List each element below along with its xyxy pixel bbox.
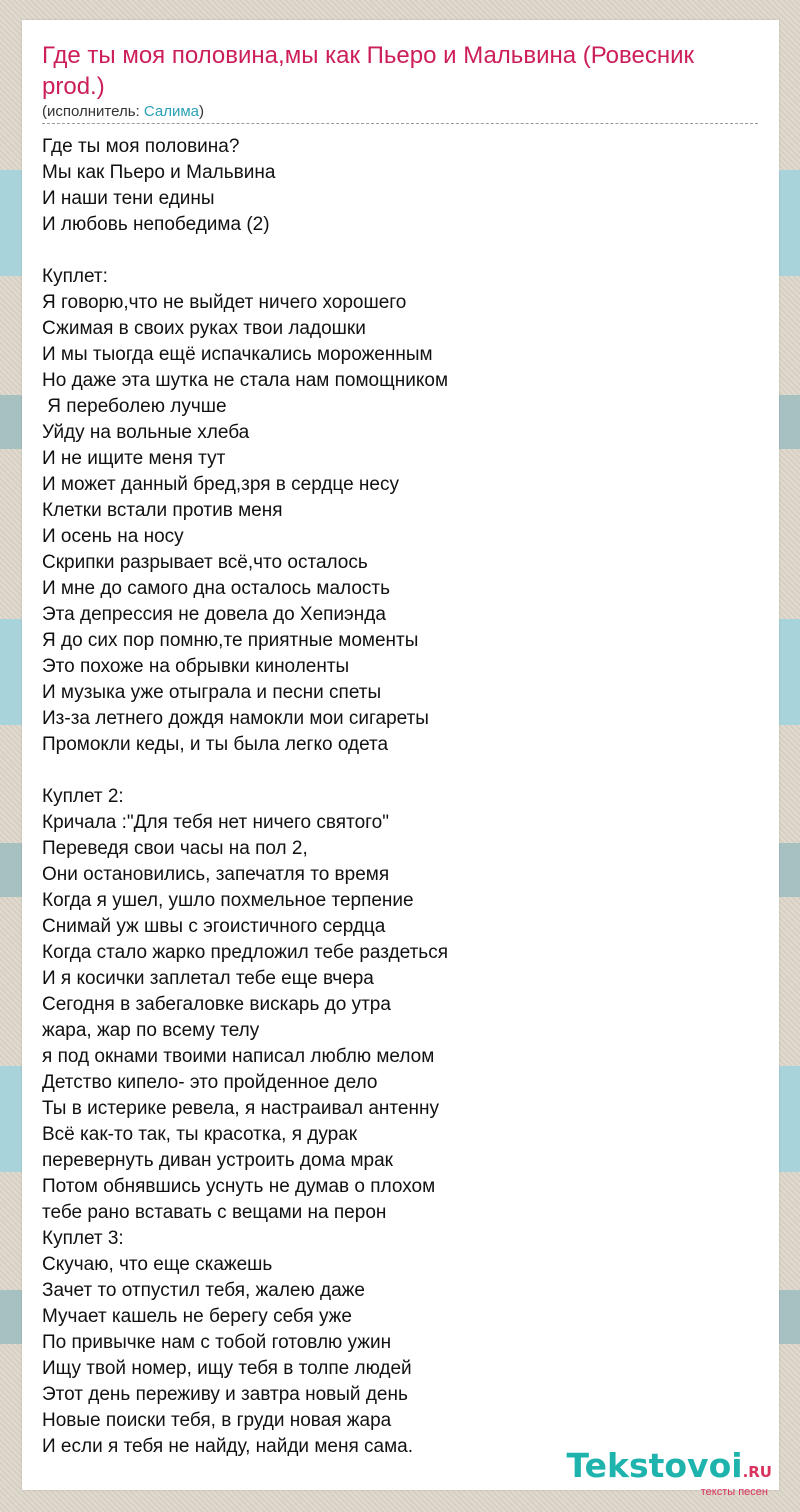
lyric-line: Мы как Пьеро и Мальвина [42, 162, 276, 183]
lyric-line: Они остановились, запечатля то время [42, 864, 390, 885]
performer-label: (исполнитель: [42, 103, 144, 120]
logo-name: Tekstovoi [566, 1446, 743, 1485]
lyric-line: перевернуть диван устроить дома мрак [42, 1150, 393, 1171]
lyric-line: Когда я ушел, ушло похмельное терпение [42, 890, 414, 911]
lyric-line: Сегодня в забегаловке вискарь до утра [42, 994, 391, 1015]
lyric-line: Сжимая в своих руках твои ладошки [42, 318, 366, 339]
lyric-line: Всё как-то так, ты красотка, я дурак [42, 1124, 358, 1145]
lyric-line: И наши тени едины [42, 188, 215, 209]
lyric-line: Это похоже на обрывки киноленты [42, 656, 350, 677]
lyric-line: Где ты моя половина? [42, 136, 240, 157]
lyric-line: Переведя свои часы на пол 2, [42, 838, 308, 859]
lyrics-text [42, 134, 448, 1460]
lyric-line: Уйду на вольные хлеба [42, 422, 250, 443]
lyric-line: Новые поиски тебя, в груди новая жара [42, 1410, 392, 1431]
lyric-line: жара, жар по всему телу [42, 1020, 260, 1041]
lyric-line: Когда стало жарко предложил тебе раздеться [42, 942, 448, 963]
lyric-line: Из-за летнего дождя намокли мои сигареты [42, 708, 429, 729]
logo-wordmark [567, 1448, 772, 1490]
lyric-line: Скучаю, что еще скажешь [42, 1254, 273, 1275]
lyric-line: Но даже эта шутка не стала нам помощником [42, 370, 449, 391]
site-logo[interactable] [567, 1448, 772, 1498]
logo-tld: .RU [742, 1463, 772, 1481]
performer-line [42, 103, 204, 120]
lyric-line: Куплет 3: [42, 1228, 124, 1249]
lyric-line: Я говорю,что не выйдет ничего хорошего [42, 292, 407, 313]
lyric-line: Я до сих пор помню,те приятные моменты [42, 630, 419, 651]
performer-link[interactable]: Салима [143, 103, 200, 120]
lyric-line: И музыка уже отыграла и песни спеты [42, 682, 382, 703]
lyric-line: Этот день переживу и завтра новый день [42, 1384, 408, 1405]
lyric-line: По привычке нам с тобой готовлю ужин [42, 1332, 392, 1353]
lyric-line: Ты в истерике ревела, я настраивал антенну [42, 1098, 439, 1119]
title-divider [42, 123, 758, 124]
lyric-blank-line [42, 758, 448, 784]
lyric-line: Ищу твой номер, ищу тебя в толпе людей [42, 1358, 412, 1379]
lyric-line: И осень на носу [42, 526, 184, 547]
song-title: Где ты моя половина,мы как Пьеро и Мальвина (Ровесник prod.) [42, 42, 695, 100]
lyric-line: И любовь непобедима (2) [42, 214, 270, 235]
lyric-line: Эта депрессия не довела до Хепиэнда [42, 604, 386, 625]
logo-tagline: тексты песен [700, 1486, 768, 1498]
lyric-line: я под окнами твоими написал люблю мелом [42, 1046, 435, 1067]
lyric-line: И мы тыогда ещё испачкались мороженным [42, 344, 433, 365]
lyric-line: Клетки встали против меня [42, 500, 283, 521]
lyric-line: Куплет 2: [42, 786, 124, 807]
lyric-blank-line [42, 238, 448, 264]
lyric-line: И мне до самого дна осталось малость [42, 578, 391, 599]
lyric-line: Промокли кеды, и ты была легко одета [42, 734, 389, 755]
lyric-line: Я переболею лучше [42, 396, 227, 417]
lyric-line: Снимай уж швы с эгоистичного сердца [42, 916, 386, 937]
lyric-line: Мучает кашель не берегу себя уже [42, 1306, 352, 1327]
lyric-line: Потом обнявшись уснуть не думав о плохом [42, 1176, 436, 1197]
lyric-line: Куплет: [42, 266, 108, 287]
lyric-line: Скрипки разрывает всё,что осталось [42, 552, 368, 573]
lyrics-card [22, 20, 779, 1490]
lyric-line: И я косички заплетал тебе еще вчера [42, 968, 374, 989]
lyric-line: И не ищите меня тут [42, 448, 226, 469]
lyric-line: Детство кипело- это пройденное дело [42, 1072, 378, 1093]
lyric-line: И если я тебя не найду, найди меня сама. [42, 1436, 413, 1457]
lyric-line: Кричала :"Для тебя нет ничего святого" [42, 812, 389, 833]
performer-close: ) [199, 103, 205, 120]
lyric-line: тебе рано вставать с вещами на перон [42, 1202, 387, 1223]
lyric-line: Зачет то отпустил тебя, жалею даже [42, 1280, 365, 1301]
lyric-line: И может данный бред,зря в сердце несу [42, 474, 399, 495]
